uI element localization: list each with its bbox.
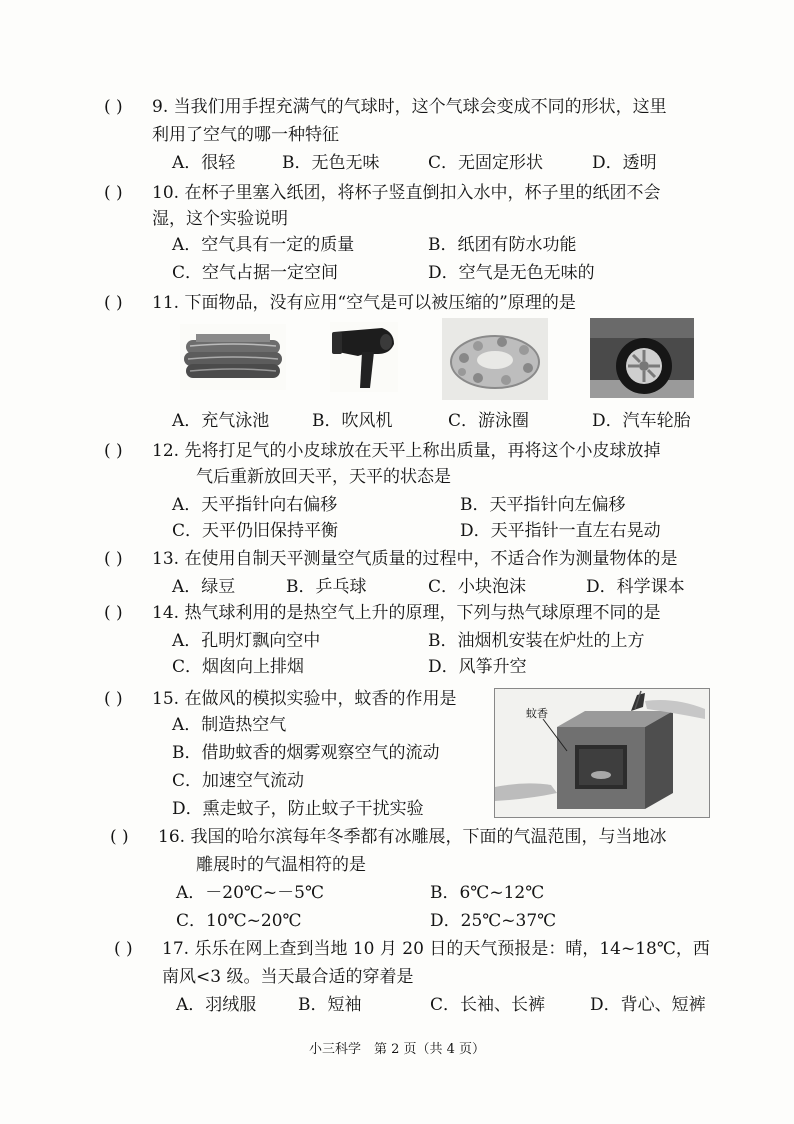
answer-blank-10[interactable]: ( )	[104, 183, 123, 203]
answer-blank-11[interactable]: ( )	[104, 293, 123, 313]
question-14-option-b[interactable]: B．油烟机安装在炉灶的上方	[428, 631, 645, 651]
question-17-stem-line2: 南风<3 级。当天最合适的穿着是	[162, 967, 414, 987]
question-12-option-d[interactable]: D．天平指针一直左右晃动	[460, 521, 661, 541]
question-15-stem-line1: 15. 在做风的模拟实验中，蚊香的作用是	[152, 689, 457, 709]
question-10-option-d[interactable]: D．空气是无色无味的	[428, 263, 595, 283]
question-9-stem-line1: 9. 当我们用手捏充满气的气球时，这个气球会变成不同的形状，这里	[152, 97, 667, 117]
question-14-stem-line1: 14. 热气球利用的是热空气上升的原理，下列与热气球原理不同的是	[152, 603, 661, 623]
question-17-option-d[interactable]: D．背心、短裤	[590, 995, 706, 1015]
page-footer: 小三科学 第 2 页（共 4 页）	[308, 1042, 486, 1057]
question-14-option-c[interactable]: C．烟囱向上排烟	[172, 657, 305, 677]
question-9-option-a[interactable]: A．很轻	[172, 153, 236, 173]
question-12-option-a[interactable]: A．天平指针向右偏移	[172, 495, 338, 515]
question-14-option-d[interactable]: D．风筝升空	[428, 657, 527, 677]
question-15-option-a[interactable]: A．制造热空气	[172, 715, 287, 735]
answer-blank-13[interactable]: ( )	[104, 549, 123, 569]
answer-blank-17[interactable]: ( )	[114, 939, 133, 959]
question-11-option-b[interactable]: B．吹风机	[312, 411, 393, 431]
question-13-option-a[interactable]: A．绿豆	[172, 577, 236, 597]
question-13-option-d[interactable]: D．科学课本	[586, 577, 685, 597]
question-13-stem-line1: 13. 在使用自制天平测量空气质量的过程中，不适合作为测量物体的是	[152, 549, 678, 569]
question-16-option-d[interactable]: D．25℃~37℃	[430, 911, 557, 931]
question-9-option-b[interactable]: B．无色无味	[282, 153, 380, 173]
question-10-stem-line2: 湿，这个实验说明	[152, 209, 288, 229]
swim-ring-image	[442, 318, 548, 400]
question-9-option-d[interactable]: D．透明	[592, 153, 657, 173]
question-11-option-d[interactable]: D．汽车轮胎	[592, 411, 691, 431]
figure-label-mosquito-coil: 蚊香	[526, 707, 548, 720]
question-11-option-a[interactable]: A．充气泳池	[172, 411, 270, 431]
question-12-stem-line1: 12. 先将打足气的小皮球放在天平上称出质量，再将这个小皮球放掉	[152, 441, 661, 461]
answer-blank-15[interactable]: ( )	[104, 689, 123, 709]
question-13-option-b[interactable]: B．乒乓球	[286, 577, 367, 597]
question-12-option-c[interactable]: C．天平仍旧保持平衡	[172, 521, 339, 541]
question-10-stem-line1: 10. 在杯子里塞入纸团，将杯子竖直倒扣入水中，杯子里的纸团不会	[152, 183, 661, 203]
question-17-option-a[interactable]: A．羽绒服	[176, 995, 257, 1015]
question-9-stem-line2: 利用了空气的哪一种特征	[152, 125, 339, 145]
question-15-option-b[interactable]: B．借助蚊香的烟雾观察空气的流动	[172, 743, 440, 763]
answer-blank-14[interactable]: ( )	[104, 603, 123, 623]
question-14-option-a[interactable]: A．孔明灯飘向空中	[172, 631, 321, 651]
question-9-option-c[interactable]: C．无固定形状	[428, 153, 544, 173]
answer-blank-9[interactable]: ( )	[104, 97, 123, 117]
answer-blank-12[interactable]: ( )	[104, 441, 123, 461]
question-11-option-c[interactable]: C．游泳圈	[448, 411, 530, 431]
question-10-option-a[interactable]: A．空气具有一定的质量	[172, 235, 355, 255]
question-16-option-a[interactable]: A．－20℃~－5℃	[176, 883, 325, 903]
question-10-option-c[interactable]: C．空气占据一定空间	[172, 263, 339, 283]
question-15-option-c[interactable]: C．加速空气流动	[172, 771, 305, 791]
question-17-stem-line1: 17. 乐乐在网上查到当地 10 月 20 日的天气预报是：晴，14~18℃，西	[162, 939, 710, 959]
question-15-option-d[interactable]: D．熏走蚊子，防止蚊子干扰实验	[172, 799, 424, 819]
question-16-option-c[interactable]: C．10℃~20℃	[176, 911, 302, 931]
question-17-option-c[interactable]: C．长袖、长裤	[430, 995, 546, 1015]
question-16-stem-line1: 16. 我国的哈尔滨每年冬季都有冰雕展，下面的气温范围，与当地冰	[158, 827, 667, 847]
question-17-option-b[interactable]: B．短袖	[298, 995, 362, 1015]
question-16-stem-line2: 雕展时的气温相符的是	[196, 855, 366, 875]
answer-blank-16[interactable]: ( )	[110, 827, 129, 847]
car-tire-image	[590, 318, 694, 398]
hair-dryer-image	[330, 322, 398, 392]
question-16-option-b[interactable]: B．6℃~12℃	[430, 883, 545, 903]
question-12-stem-line2: 气后重新放回天平，天平的状态是	[196, 467, 451, 487]
question-13-option-c[interactable]: C．小块泡沫	[428, 577, 527, 597]
question-12-option-b[interactable]: B．天平指针向左偏移	[460, 495, 626, 515]
inflatable-pool-image	[180, 324, 286, 390]
question-10-option-b[interactable]: B．纸团有防水功能	[428, 235, 577, 255]
question-11-stem-line1: 11. 下面物品，没有应用“空气是可以被压缩的”原理的是	[152, 293, 576, 313]
